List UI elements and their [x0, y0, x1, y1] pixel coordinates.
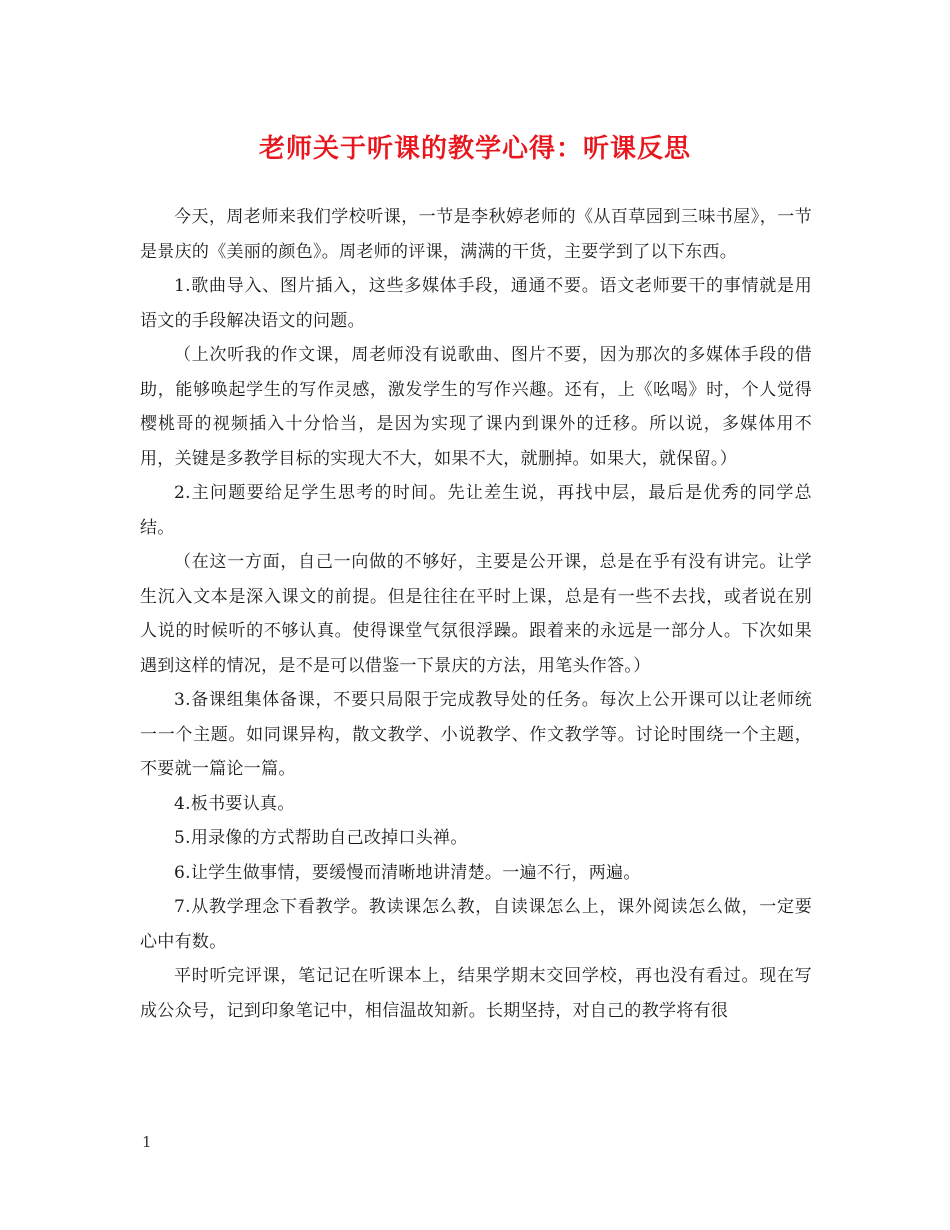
paragraph-point-5: 5.用录像的方式帮助自己改掉口头禅。 — [174, 828, 468, 848]
paragraph-point-6: 6.让学生做事情，要缓慢而清晰地讲清楚。一遍不行，两遍。 — [174, 862, 641, 883]
document-body — [140, 200, 812, 1028]
page-title: 老师关于听课的教学心得：听课反思 — [258, 134, 691, 164]
paragraph-note-2: （在这一方面，自己一向做的不够好，主要是公开课，总是在乎有没有讲完。让学生沉入文本是深入课文的前提。但是往往在平时上课，总是有一些不去找，或者说在别人说的时候听的不够认真。使得课堂气氛很浮躁。跟着来的永远是一部分人。下次如果遇到这样的情况，是不是可以借鉴一下景庆的方法，用笔头作答。） — [140, 552, 812, 676]
page-number: 1 — [142, 1133, 152, 1151]
paragraph-point-2: 2.主问题要给足学生思考的时间。先让差生说，再找中层，最后是优秀的同学总结。 — [140, 483, 812, 538]
paragraph-closing: 平时听完评课，笔记记在听课本上，结果学期末交回学校，再也没有看过。现在写成公众号，记到印象笔记中，相信温故知新。长期坚持，对自己的教学将有很 — [140, 966, 812, 1021]
paragraph-point-7: 7.从教学理念下看教学。教读课怎么教，自读课怎么上，课外阅读怎么做，一定要心中有数。 — [140, 897, 812, 952]
paragraph-intro: 今天，周老师来我们学校听课，一节是李秋婷老师的《从百草园到三味书屋》，一节是景庆的《美丽的颜色》。周老师的评课，满满的干货，主要学到了以下东西。 — [140, 207, 812, 262]
paragraph-point-1: 1.歌曲导入、图片插入，这些多媒体手段，通通不要。语文老师要干的事情就是用语文的手段解决语文的问题。 — [140, 276, 812, 331]
paragraph-point-3: 3.备课组集体备课，不要只局限于完成教导处的任务。每次上公开课可以让老师统一一个主题。如同课异构，散文教学、小说教学、作文教学等。讨论时围绕一个主题，不要就一篇论一篇。 — [140, 690, 812, 779]
paragraph-note-1: （上次听我的作文课，周老师没有说歌曲、图片不要，因为那次的多媒体手段的借助，能够唤起学生的写作灵感，激发学生的写作兴趣。还有，上《吆喝》时，个人觉得樱桃哥的视频插入十分恰当，是因为实现了课内到课外的迁移。所以说，多媒体用不用，关键是多教学目标的实现大不大，如果不大，就删掉。如果大，就保留。） — [140, 345, 812, 469]
paragraph-point-4: 4.板书要认真。 — [174, 793, 295, 814]
